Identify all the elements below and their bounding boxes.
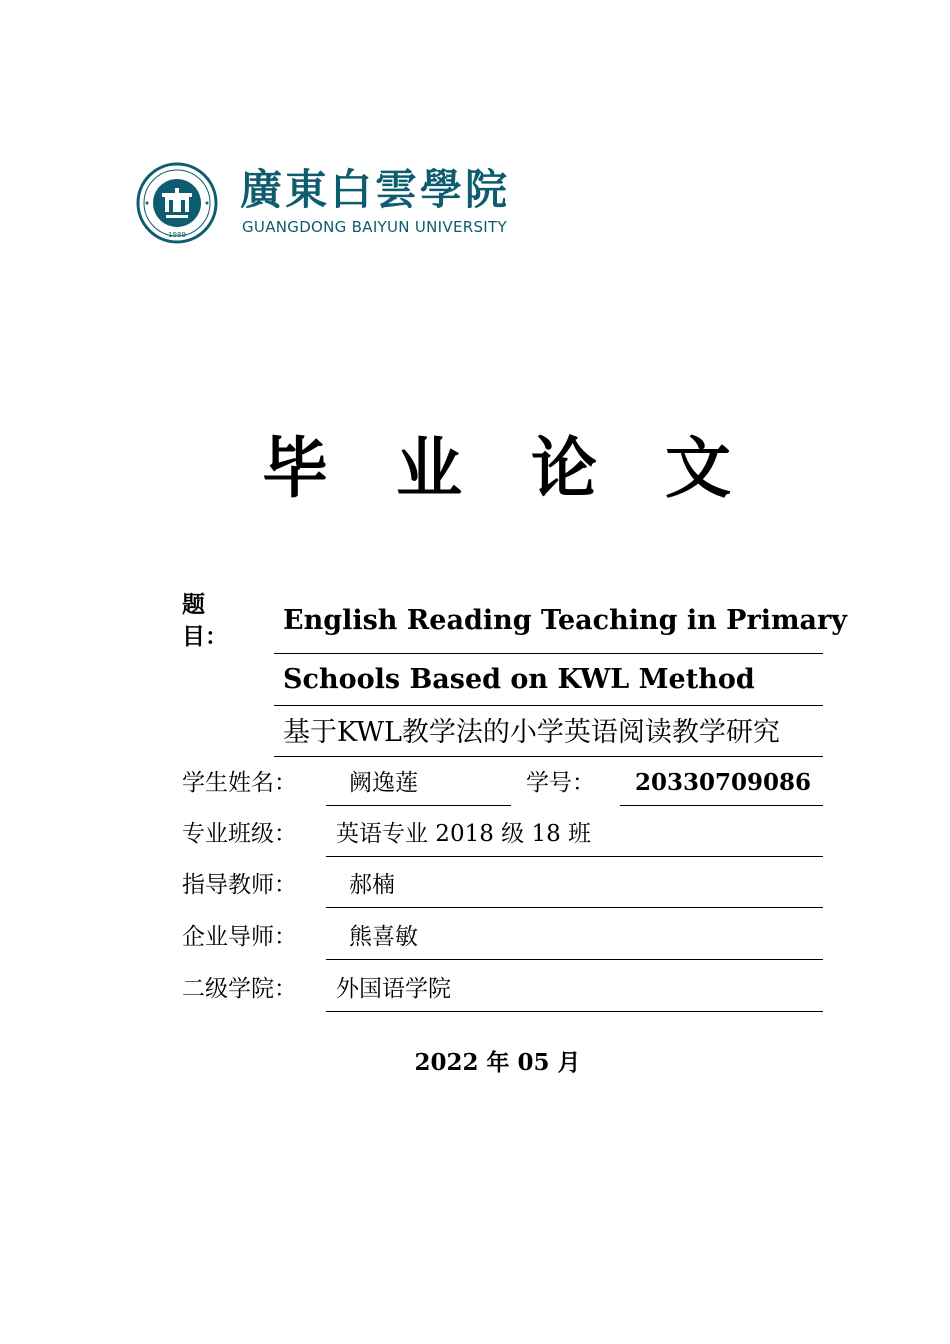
university-name-en: GUANGDONG BAIYUN UNIVERSITY xyxy=(242,218,507,236)
topic-en-line-1: English Reading Teaching in Primary xyxy=(283,605,847,636)
topic-underline-3 xyxy=(274,756,823,757)
submission-date: 2022 年 05 月 xyxy=(414,1049,581,1076)
enterprise-mentor-underline xyxy=(326,959,823,960)
college-value: 外国语学院 xyxy=(336,976,451,1002)
topic-en-line-2: Schools Based on KWL Method xyxy=(283,664,755,695)
college-label: 二级学院： xyxy=(182,976,297,1002)
college-underline xyxy=(326,1011,823,1012)
student-id-underline xyxy=(620,805,823,806)
student-name-value: 阙逸莲 xyxy=(349,770,418,796)
document-title xyxy=(0,425,950,515)
title-char: 文 xyxy=(665,429,731,507)
topic-label: 题 xyxy=(182,591,205,618)
advisor-value: 郝楠 xyxy=(349,872,395,898)
student-id-value: 20330709086 xyxy=(635,769,812,796)
major-class-underline xyxy=(326,856,823,857)
seal-year: 1989 xyxy=(168,231,186,239)
student-id-label: 学号： xyxy=(526,770,595,796)
advisor-label: 指导教师： xyxy=(182,872,297,898)
title-char: 论 xyxy=(531,429,597,507)
enterprise-mentor-value: 熊喜敏 xyxy=(349,924,418,950)
topic-underline-2 xyxy=(274,705,823,706)
enterprise-mentor-label: 企业导师： xyxy=(182,924,297,950)
university-logo xyxy=(136,162,536,248)
title-char: 毕 xyxy=(262,429,328,507)
advisor-underline xyxy=(326,907,823,908)
topic-cn: 基于KWL教学法的小学英语阅读教学研究 xyxy=(283,717,780,748)
university-name-cn: 廣東白雲學院 xyxy=(240,165,511,214)
major-class-value: 英语专业 2018 级 18 班 xyxy=(336,821,592,847)
major-class-label: 专业班级： xyxy=(182,821,297,847)
title-char: 业 xyxy=(396,429,462,507)
student-name-label: 学生姓名： xyxy=(182,770,297,796)
topic-label-colon: 目： xyxy=(182,623,228,650)
topic-underline-1 xyxy=(274,653,823,654)
student-name-underline xyxy=(326,805,511,806)
university-seal-icon xyxy=(136,162,218,244)
